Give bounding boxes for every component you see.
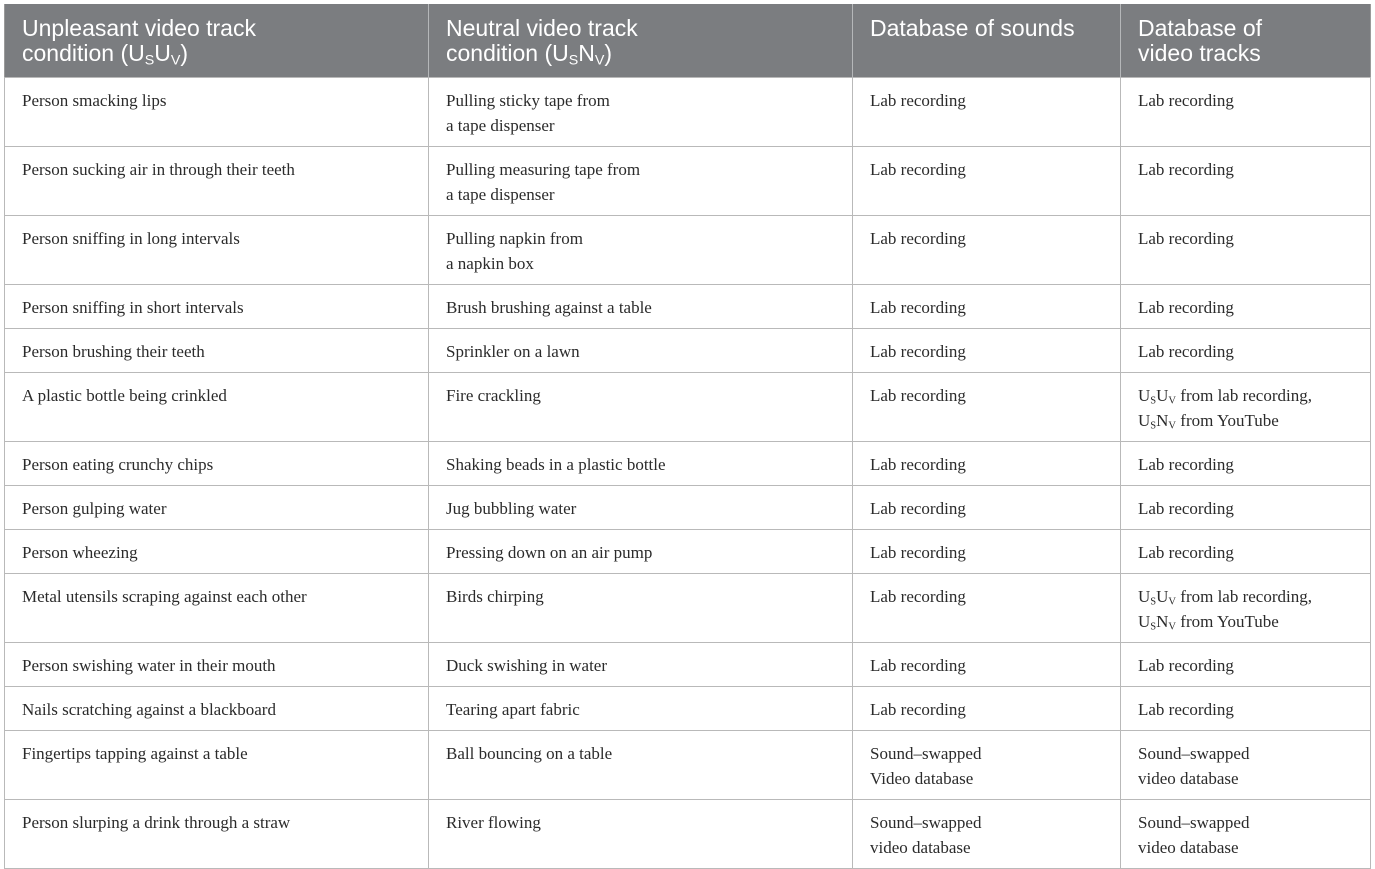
table-container [4,4,1370,869]
cell-line: Nails scratching against a blackboard [22,699,276,719]
cell-line: Lab recording [870,90,966,110]
header-database-of-video-tracks [1121,4,1371,77]
cell-line: Metal utensils scraping against each other [22,586,307,606]
table-row [5,573,1371,642]
cell-line: Ball bouncing on a table [446,743,613,763]
cell-unpleasant-condition [5,799,429,868]
cell-neutral-condition [429,686,853,730]
cell-line: Person sniffing in short intervals [22,297,244,317]
table-row [5,686,1371,730]
cell-sound-database [853,529,1121,573]
table-row [5,146,1371,215]
cell-neutral-condition [429,573,853,642]
cell-line: Pulling sticky tape from [446,90,610,110]
cell-neutral-condition [429,799,853,868]
cell-line: Jug bubbling water [446,498,577,518]
cell-neutral-condition [429,215,853,284]
cell-line: Shaking beads in a plastic bottle [446,454,666,474]
cell-line: $U_SU_V$ from lab recording, [1138,385,1312,407]
cell-line: Person brushing their teeth [22,341,205,361]
cell-video-database [1121,573,1371,642]
table-row [5,529,1371,573]
header-line: condition $(U_SU_V)$ [22,40,189,69]
header-line: Database of sounds [870,15,1075,41]
cell-neutral-condition [429,529,853,573]
cell-line: Lab recording [1138,699,1234,719]
cell-video-database [1121,372,1371,441]
header-database-of-sounds [853,4,1121,77]
cell-line: Lab recording [1138,341,1234,361]
cell-line: Sound–swapped [870,812,982,832]
cell-line: video database [1138,837,1239,857]
cell-line: Person gulping water [22,498,167,518]
header-line: Neutral video track [446,15,638,41]
cell-line: Person smacking lips [22,90,167,110]
cell-line: River flowing [446,812,541,832]
header-line: Database of [1138,15,1263,41]
cell-line: Sprinkler on a lawn [446,341,580,361]
table-header [5,4,1371,77]
header-row [5,4,1371,77]
cell-unpleasant-condition [5,215,429,284]
table-row [5,485,1371,529]
cell-line: Lab recording [870,228,966,248]
cell-line: Video database [870,768,974,788]
cell-line: Sound–swapped [1138,812,1250,832]
cell-neutral-condition [429,485,853,529]
cell-line: Lab recording [1138,90,1234,110]
cell-line: $U_SU_V$ from lab recording, [1138,586,1312,608]
cell-line: Lab recording [1138,228,1234,248]
cell-video-database [1121,642,1371,686]
cell-line: Person swishing water in their mouth [22,655,276,675]
table-row [5,441,1371,485]
cell-unpleasant-condition [5,284,429,328]
cell-neutral-condition [429,730,853,799]
cell-line: Sound–swapped [870,743,982,763]
cell-neutral-condition [429,146,853,215]
cell-unpleasant-condition [5,77,429,146]
cell-line: Pressing down on an air pump [446,542,653,562]
header-line: Unpleasant video track [22,15,256,41]
cell-sound-database [853,146,1121,215]
cell-sound-database [853,573,1121,642]
cell-sound-database [853,686,1121,730]
cell-unpleasant-condition [5,573,429,642]
cell-line: video database [1138,768,1239,788]
cell-neutral-condition [429,642,853,686]
cell-line: Person sucking air in through their teeth [22,159,295,179]
cell-line: $U_SN_V$ from YouTube [1138,611,1279,633]
cell-neutral-condition [429,77,853,146]
cell-line: Lab recording [870,498,966,518]
cell-video-database [1121,215,1371,284]
cell-line: Lab recording [1138,454,1234,474]
cell-line: A plastic bottle being crinkled [22,385,227,405]
cell-line: Pulling measuring tape from [446,159,641,179]
cell-unpleasant-condition [5,146,429,215]
table-row [5,730,1371,799]
cell-line: Lab recording [870,385,966,405]
header-neutral-condition [429,4,853,77]
cell-unpleasant-condition [5,372,429,441]
cell-video-database [1121,328,1371,372]
cell-line: $U_SN_V$ from YouTube [1138,410,1279,432]
cell-video-database [1121,529,1371,573]
table-row [5,799,1371,868]
cell-sound-database [853,284,1121,328]
cell-sound-database [853,485,1121,529]
cell-line: Fingertips tapping against a table [22,743,248,763]
cell-sound-database [853,730,1121,799]
cell-line: Lab recording [1138,498,1234,518]
cell-line: video database [870,837,971,857]
cell-neutral-condition [429,372,853,441]
cell-line: Fire crackling [446,385,541,405]
cell-line: Lab recording [1138,297,1234,317]
cell-neutral-condition [429,441,853,485]
cell-line: Lab recording [870,655,966,675]
cell-line: Duck swishing in water [446,655,608,675]
cell-line: Lab recording [870,699,966,719]
cell-video-database [1121,730,1371,799]
cell-sound-database [853,77,1121,146]
cell-video-database [1121,284,1371,328]
cell-line: Brush brushing against a table [446,297,652,317]
cell-line: Person eating crunchy chips [22,454,214,474]
cell-video-database [1121,686,1371,730]
header-line: video tracks [1138,40,1261,66]
cell-line: Lab recording [870,297,966,317]
cell-unpleasant-condition [5,441,429,485]
data-table [4,4,1371,869]
cell-line: Lab recording [870,542,966,562]
cell-sound-database [853,799,1121,868]
cell-line: a tape dispenser [446,115,555,135]
cell-sound-database [853,372,1121,441]
cell-line: Person sniffing in long intervals [22,228,240,248]
table-row [5,77,1371,146]
cell-video-database [1121,146,1371,215]
cell-unpleasant-condition [5,529,429,573]
cell-video-database [1121,485,1371,529]
cell-line: Person slurping a drink through a straw [22,812,291,832]
cell-line: Lab recording [870,341,966,361]
cell-line: Sound–swapped [1138,743,1250,763]
table-row [5,215,1371,284]
table-row [5,284,1371,328]
cell-line: Lab recording [870,586,966,606]
table-row [5,642,1371,686]
table-row [5,372,1371,441]
cell-sound-database [853,215,1121,284]
cell-line: Lab recording [870,454,966,474]
cell-video-database [1121,77,1371,146]
cell-sound-database [853,642,1121,686]
cell-neutral-condition [429,284,853,328]
cell-sound-database [853,328,1121,372]
table-row [5,328,1371,372]
cell-unpleasant-condition [5,642,429,686]
cell-sound-database [853,441,1121,485]
cell-unpleasant-condition [5,485,429,529]
cell-unpleasant-condition [5,686,429,730]
cell-line: Lab recording [1138,542,1234,562]
cell-line: a tape dispenser [446,184,555,204]
cell-line: Birds chirping [446,586,544,606]
cell-line: a napkin box [446,253,534,273]
header-unpleasant-condition [5,4,429,77]
cell-line: Lab recording [1138,655,1234,675]
cell-line: Person wheezing [22,542,138,562]
table-body [5,77,1371,868]
cell-neutral-condition [429,328,853,372]
header-line: condition $(U_SN_V)$ [446,40,613,69]
cell-line: Lab recording [1138,159,1234,179]
cell-video-database [1121,441,1371,485]
cell-unpleasant-condition [5,328,429,372]
cell-unpleasant-condition [5,730,429,799]
cell-video-database [1121,799,1371,868]
cell-line: Pulling napkin from [446,228,583,248]
cell-line: Lab recording [870,159,966,179]
cell-line: Tearing apart fabric [446,699,580,719]
